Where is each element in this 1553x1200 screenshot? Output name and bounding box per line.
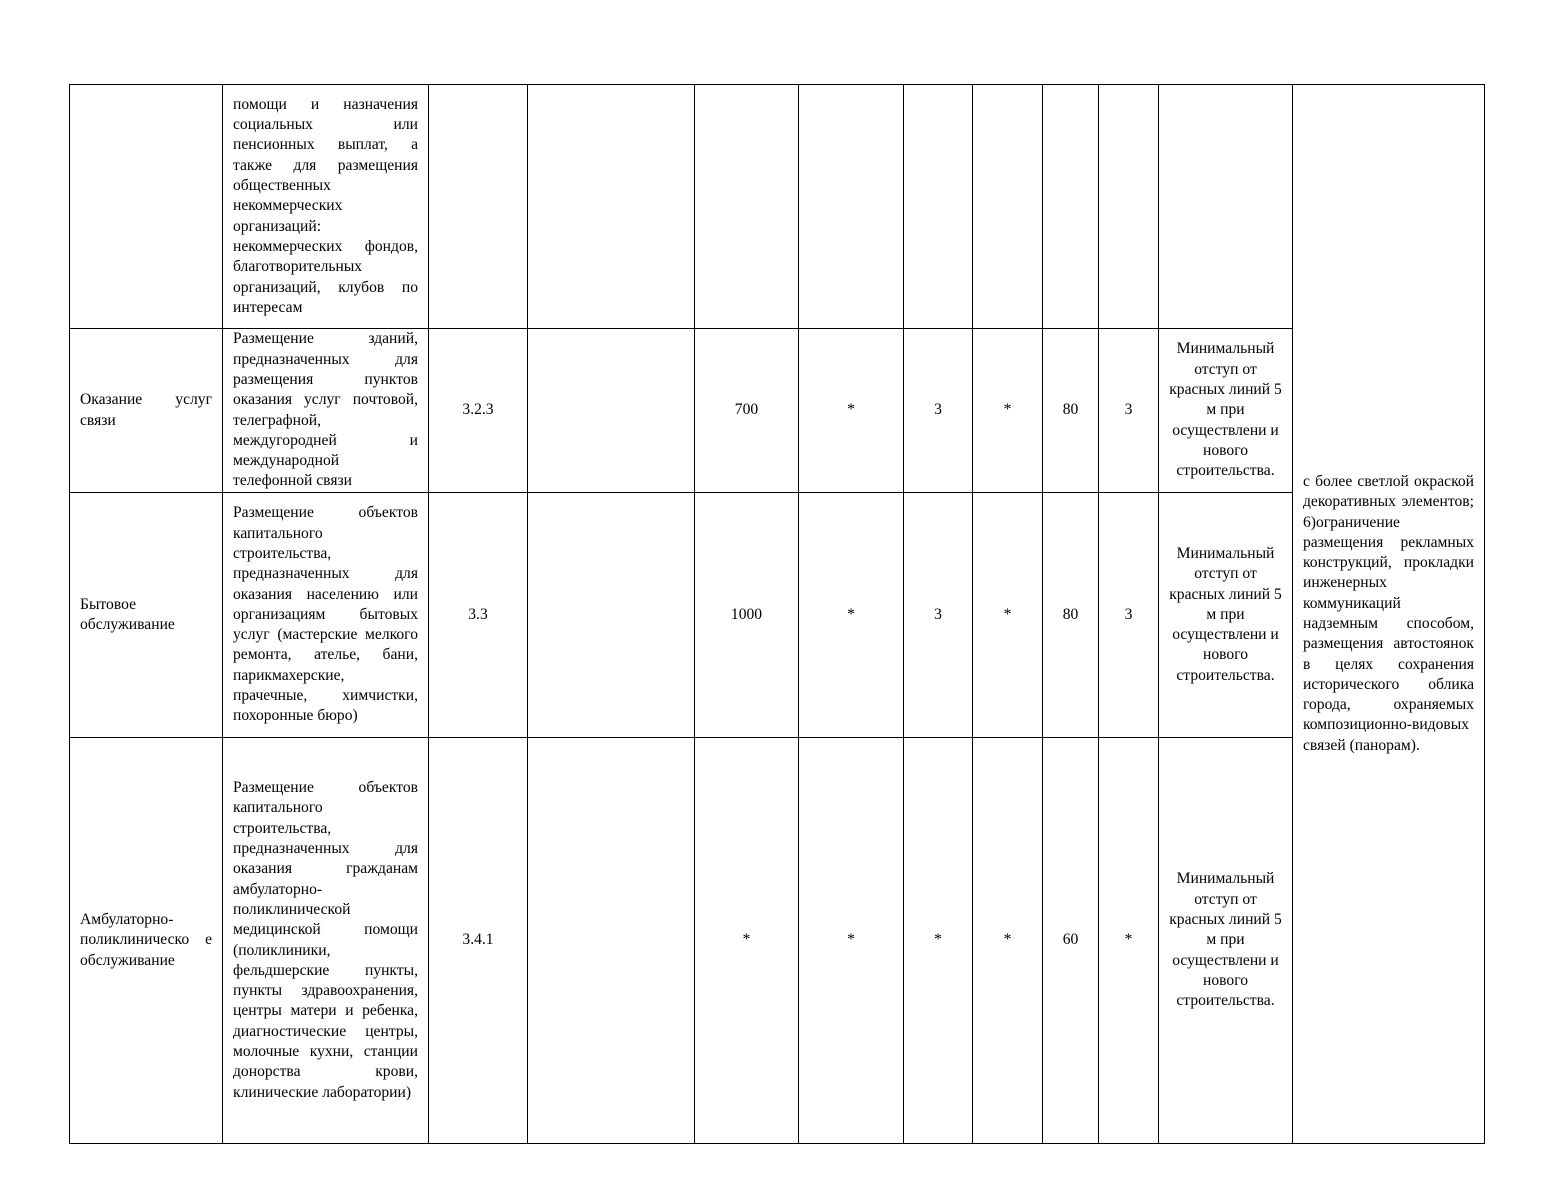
- table-row: [70, 85, 1485, 329]
- note-cell: [1159, 85, 1293, 329]
- use-description-cell: Размещение объектов капитального строительства, предназначенных для оказания населению или организациям бытовых услуг (мастерские мелкого ремонта, ателье, бани, парикмахерские, прачечные, химчистки, похоронные бюро): [223, 493, 429, 738]
- value-cell: 3: [1099, 329, 1159, 493]
- value-cell: 1000: [695, 493, 799, 738]
- value-cell: 60: [1043, 738, 1099, 1144]
- table-row: [70, 329, 1485, 493]
- value-cell: [904, 85, 973, 329]
- value-cell: [528, 85, 695, 329]
- value-cell: 3: [904, 329, 973, 493]
- use-code-cell: 3.4.1: [429, 738, 528, 1144]
- value-cell: [528, 738, 695, 1144]
- note-cell: Минимальный отступ от красных линий 5 м при осуществлени и нового строительства.: [1159, 738, 1293, 1144]
- value-cell: [799, 85, 904, 329]
- use-name-cell: Бытовое обслуживание: [70, 493, 223, 738]
- use-description-cell: Размещение объектов капитального строительства, предназначенных для оказания гражданам амбулаторно-поликлинической медицинской помощи (поликлиники, фельдшерские пункты, пункты здравоохранения, центры матери и ребенка, диагностические центры, молочные кухни, станции донорства крови, клинические лаборатории): [223, 738, 429, 1144]
- use-name-cell: [70, 85, 223, 329]
- value-cell: *: [1099, 738, 1159, 1144]
- use-description-cell: Размещение зданий, предназначенных для размещения пунктов оказания услуг почтовой, телеграфной, междугородней и международной телефонной связи: [223, 329, 429, 493]
- value-cell: [528, 493, 695, 738]
- table-row: [70, 493, 1485, 738]
- value-cell: 3: [904, 493, 973, 738]
- value-cell: [695, 85, 799, 329]
- value-cell: *: [799, 329, 904, 493]
- value-cell: *: [973, 329, 1043, 493]
- use-code-cell: 3.2.3: [429, 329, 528, 493]
- value-cell: *: [973, 493, 1043, 738]
- value-cell: *: [695, 738, 799, 1144]
- note-cell: Минимальный отступ от красных линий 5 м при осуществлени и нового строительства.: [1159, 329, 1293, 493]
- value-cell: 3: [1099, 493, 1159, 738]
- value-cell: *: [973, 738, 1043, 1144]
- value-cell: 80: [1043, 329, 1099, 493]
- value-cell: 700: [695, 329, 799, 493]
- table-row: [70, 738, 1485, 1144]
- value-cell: *: [799, 738, 904, 1144]
- value-cell: 80: [1043, 493, 1099, 738]
- note-cell: Минимальный отступ от красных линий 5 м при осуществлени и нового строительства.: [1159, 493, 1293, 738]
- value-cell: [973, 85, 1043, 329]
- use-code-cell: 3.3: [429, 493, 528, 738]
- use-description-cell: помощи и назначения социальных или пенсионных выплат, а также для размещения общественных некоммерческих организаций: некоммерческих фондов, благотворительных организаций, клубов по интересам: [223, 85, 429, 329]
- value-cell: [1043, 85, 1099, 329]
- restrictions-cell: с более светлой окраской декоративных элементов; 6)ограничение размещения рекламных конструкций, прокладки инженерных коммуникаций надземным способом, размещения автостоянок в целях сохранения исторического облика города, охраняемых композиционно-видовых связей (панорам).: [1293, 85, 1485, 1144]
- value-cell: *: [904, 738, 973, 1144]
- use-name-cell: Амбулаторно-поликлиническо е обслуживание: [70, 738, 223, 1144]
- regulations-table: [69, 84, 1485, 1144]
- value-cell: [528, 329, 695, 493]
- value-cell: *: [799, 493, 904, 738]
- use-code-cell: [429, 85, 528, 329]
- use-name-cell: Оказание услуг связи: [70, 329, 223, 493]
- value-cell: [1099, 85, 1159, 329]
